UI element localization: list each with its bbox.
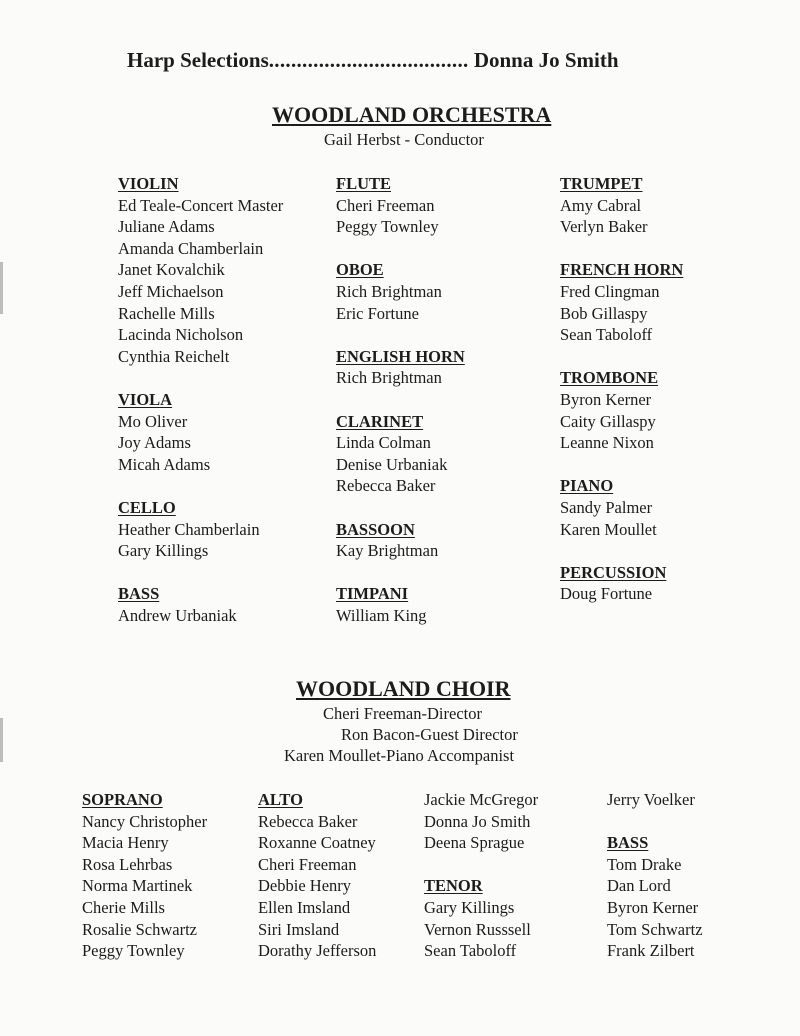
member-name: Denise Urbaniak (336, 454, 448, 474)
member-name: Amanda Chamberlain (118, 238, 264, 258)
member-name: Frank Zilbert (607, 941, 695, 961)
harp-performer: Donna Jo Smith (473, 48, 619, 72)
member-name: Tom Schwartz (607, 919, 703, 939)
member-name: Rosa Lehrbas (82, 854, 173, 874)
section-heading-bass: BASS (607, 833, 649, 853)
member-name: Byron Kerner (607, 897, 699, 917)
choir-column-1 (82, 789, 207, 962)
member-name: Janet Kovalchik (118, 260, 225, 280)
member-name: Amy Cabral (560, 195, 642, 215)
member-name: Sean Taboloff (424, 941, 517, 961)
member-name: Norma Martinek (82, 876, 193, 896)
section-spacer (336, 238, 465, 260)
choir-column-3 (424, 789, 538, 962)
member-name: Eric Fortune (336, 303, 419, 323)
section-heading-french-horn: FRENCH HORN (560, 260, 684, 280)
section-heading-trumpet: TRUMPET (560, 174, 643, 193)
choir-column-4 (607, 789, 703, 962)
section-spacer (560, 346, 683, 368)
member-name: Cheri Freeman (258, 854, 357, 874)
member-name: Jerry Voelker (607, 790, 695, 809)
section-heading-bass: BASS (118, 584, 160, 604)
member-name: Cheri Freeman (336, 195, 435, 215)
member-name: William King (336, 605, 427, 625)
section-heading-soprano: SOPRANO (82, 790, 163, 809)
member-name: Vernon Russsell (424, 919, 531, 939)
section-heading-alto: ALTO (258, 790, 303, 809)
orchestra-conductor: Gail Herbst - Conductor (324, 130, 484, 149)
orchestra-column-2 (336, 173, 465, 626)
choir-accompanist: Karen Moullet-Piano Accompanist (284, 746, 515, 765)
member-name: Debbie Henry (258, 876, 352, 896)
orchestra-title: WOODLAND ORCHESTRA (272, 102, 552, 127)
member-name: Heather Chamberlain (118, 519, 260, 539)
member-name: Micah Adams (118, 454, 211, 474)
member-name: Joy Adams (118, 433, 191, 453)
section-heading-percussion: PERCUSSION (560, 562, 667, 582)
section-spacer (336, 389, 465, 411)
section-heading-bassoon: BASSOON (336, 519, 415, 539)
section-spacer (424, 854, 538, 876)
harp-label: Harp Selections (127, 48, 269, 72)
section-heading-flute: FLUTE (336, 174, 392, 193)
section-spacer (560, 540, 683, 562)
member-name: Jackie McGregor (424, 790, 539, 809)
section-spacer (607, 811, 703, 833)
member-name: Ellen Imsland (258, 897, 351, 917)
member-name: Cynthia Reichelt (118, 346, 230, 366)
member-name: Dan Lord (607, 876, 671, 896)
member-name: Doug Fortune (560, 584, 653, 604)
member-name: Jeff Michaelson (118, 281, 224, 301)
section-spacer (336, 562, 465, 584)
choir-director: Cheri Freeman-Director (323, 704, 482, 723)
orchestra-column-1 (118, 173, 283, 626)
section-spacer (560, 454, 683, 476)
section-heading-clarinet: CLARINET (336, 411, 424, 431)
member-name: Roxanne Coatney (258, 833, 376, 853)
member-name: Rachelle Mills (118, 303, 215, 323)
member-name: Tom Drake (607, 854, 682, 874)
choir-title: WOODLAND CHOIR (296, 676, 511, 701)
section-spacer (118, 562, 283, 584)
section-spacer (560, 238, 683, 260)
choir-column-2 (258, 789, 376, 962)
member-name: Andrew Urbaniak (118, 605, 237, 625)
member-name: Caity Gillaspy (560, 411, 656, 431)
member-name: Verlyn Baker (560, 217, 648, 237)
section-heading-oboe: OBOE (336, 260, 384, 280)
member-name: Juliane Adams (118, 217, 215, 237)
member-name: Peggy Townley (82, 941, 185, 961)
section-heading-timpani: TIMPANI (336, 584, 409, 604)
section-heading-viola: VIOLA (118, 389, 173, 409)
scan-edge-mark (0, 718, 3, 762)
member-name: Rich Brightman (336, 281, 442, 301)
section-heading-piano: PIANO (560, 476, 614, 496)
section-heading-tenor: TENOR (424, 876, 483, 896)
member-name: Karen Moullet (560, 519, 657, 539)
member-name: Linda Colman (336, 433, 431, 453)
section-spacer (118, 367, 283, 389)
section-heading-english-horn: ENGLISH HORN (336, 346, 465, 366)
section-spacer (336, 324, 465, 346)
choir-guest-director: Ron Bacon-Guest Director (341, 725, 518, 744)
member-name: Peggy Townley (336, 217, 439, 237)
section-spacer (336, 497, 465, 519)
member-name: Fred Clingman (560, 281, 660, 301)
member-name: Rebecca Baker (258, 811, 358, 831)
member-name: Sean Taboloff (560, 325, 653, 345)
section-spacer (118, 475, 283, 497)
leader-dots: .................................... (268, 48, 469, 72)
member-name: Lacinda Nicholson (118, 325, 244, 345)
member-name: Cherie Mills (82, 897, 165, 917)
member-name: Siri Imsland (258, 919, 340, 939)
section-heading-trombone: TROMBONE (560, 368, 659, 388)
member-name: Sandy Palmer (560, 497, 653, 517)
member-name: Macia Henry (82, 833, 169, 853)
member-name: Byron Kerner (560, 389, 652, 409)
member-name: Kay Brightman (336, 541, 439, 561)
member-name: Deena Sprague (424, 833, 525, 853)
member-name: Ed Teale-Concert Master (118, 195, 284, 215)
member-name: Rosalie Schwartz (82, 919, 198, 939)
member-name: Dorathy Jefferson (258, 941, 377, 961)
member-name: Bob Gillaspy (560, 303, 648, 323)
orchestra-column-3 (560, 173, 683, 605)
member-name: Gary Killings (118, 541, 209, 561)
section-heading-violin: VIOLIN (118, 174, 179, 193)
member-name: Rich Brightman (336, 368, 442, 388)
member-name: Nancy Christopher (82, 811, 208, 831)
member-name: Mo Oliver (118, 411, 188, 431)
section-heading-cello: CELLO (118, 497, 176, 517)
scan-edge-mark (0, 262, 3, 314)
member-name: Gary Killings (424, 897, 515, 917)
member-name: Leanne Nixon (560, 433, 654, 453)
harp-selections-line (127, 48, 619, 73)
member-name: Rebecca Baker (336, 476, 436, 496)
member-name: Donna Jo Smith (424, 811, 531, 831)
